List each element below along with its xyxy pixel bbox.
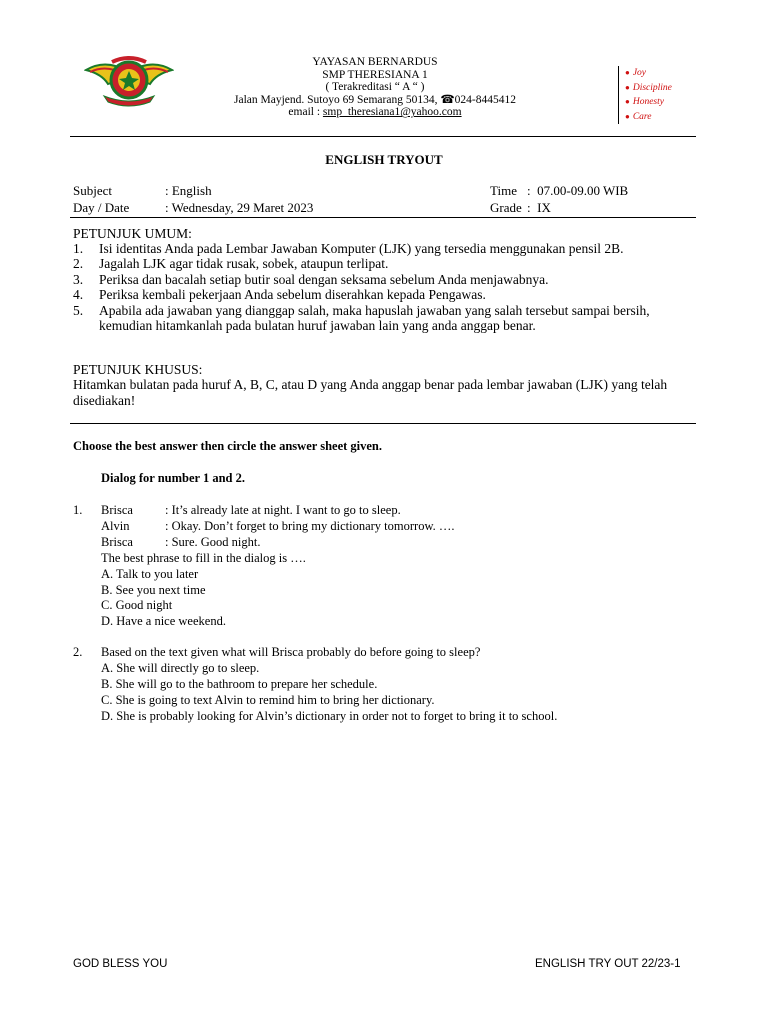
exam-title: ENGLISH TRYOUT	[325, 152, 443, 167]
dialog-line: : Sure. Good night.	[165, 535, 261, 549]
dialog-line: : Okay. Don’t forget to bring my dictionary tomorrow. ….	[165, 519, 455, 533]
school-email-line	[180, 106, 570, 119]
bullet-icon: ●	[625, 111, 630, 121]
dialog-heading: Dialog for number 1 and 2.	[101, 471, 246, 485]
petunjuk-khusus-heading: PETUNJUK KHUSUS:	[73, 362, 203, 377]
date-value: : Wednesday, 29 Maret 2023	[165, 200, 314, 215]
dialog-speaker: Brisca	[101, 503, 133, 517]
answer-option: B. See you next time	[101, 583, 206, 597]
time-value: : 07.00-09.00 WIB	[527, 183, 629, 198]
dialog-speaker: Brisca	[101, 535, 133, 549]
answer-option: C. She is going to text Alvin to remind him to bring her dictionary.	[101, 693, 435, 707]
bullet-icon: ●	[625, 68, 630, 77]
dialog-speaker: Alvin	[101, 519, 130, 533]
bullet-icon: ●	[625, 82, 630, 92]
school-name: SMP THERESIANA 1	[322, 68, 428, 81]
school-logo	[84, 50, 174, 108]
question-text: The best phrase to fill in the dialog is ….	[101, 551, 306, 565]
footer-left: GOD BLESS YOU	[73, 958, 168, 970]
list-item: 2. Jagalah LJK agar tidak rusak, sobek, ataupun terlipat.	[73, 256, 389, 272]
question-text: Based on the text given what will Brisca probably do before going to sleep?	[101, 645, 481, 659]
section-instruction: Choose the best answer then circle the answer sheet given.	[73, 439, 382, 453]
school-logo-emblem	[84, 50, 174, 108]
list-item: 4. Periksa kembali pekerjaan Anda sebelum diserahkan kepada Pengawas.	[73, 287, 486, 303]
motto-item: ● Care	[625, 111, 652, 122]
dialog-line: : It’s already late at night. I want to go to sleep.	[165, 503, 401, 517]
answer-option: A. Talk to you later	[101, 567, 199, 581]
accreditation: ( Terakreditasi “ A “ )	[325, 81, 425, 94]
list-item: 3. Periksa dan bacalah setiap butir soal dengan seksama sebelum Anda menjawabnya.	[73, 271, 549, 287]
list-item: 1. Isi identitas Anda pada Lembar Jawaban Komputer (LJK) yang tersedia menggunakan pensil 2B.	[73, 241, 624, 256]
petunjuk-khusus-text: Hitamkan bulatan pada huruf A, B, C, atau D yang Anda anggap benar pada lembar jawaban (LJK) yang telah disediakan!	[73, 377, 668, 408]
question-number: 1.	[73, 503, 83, 517]
email-link[interactable]: smp_theresiana1@yahoo.com	[322, 106, 462, 119]
subject-label: Subject	[73, 183, 112, 198]
grade-label: Grade	[490, 200, 522, 215]
foundation-name: YAYASAN BERNARDUS	[312, 56, 438, 68]
question-number: 2.	[73, 645, 83, 659]
motto-item: ● Discipline	[625, 82, 672, 93]
subject-value: : English	[165, 183, 212, 198]
email-label: email :	[288, 106, 323, 119]
answer-option: D. She is probably looking for Alvin’s dictionary in order not to forget to bring it to school.	[101, 709, 558, 723]
answer-option: A. She will directly go to sleep.	[101, 661, 260, 675]
motto-item: ● Honesty	[625, 97, 664, 107]
answer-option: B. She will go to the bathroom to prepare her schedule.	[101, 677, 378, 691]
grade-value: : IX	[527, 200, 551, 215]
bullet-icon: ●	[625, 97, 630, 106]
time-label: Time	[490, 183, 517, 198]
school-motto	[618, 66, 672, 124]
answer-option: D. Have a nice weekend.	[101, 614, 226, 628]
answer-option: C. Good night	[101, 598, 173, 612]
list-item: 5. Apabila ada jawaban yang dianggap salah, maka hapuslah jawaban yang salah tersebut sampai bersih, kemudian hitamkanlah pada bulatan huruf jawaban lain yang anda anggap benar.	[73, 302, 650, 334]
school-header	[180, 56, 570, 119]
school-address: Jalan Mayjend. Sutoyo 69 Semarang 50134, ☎024-8445412	[234, 93, 516, 106]
motto-item: ● Joy	[625, 68, 647, 78]
footer-right: ENGLISH TRY OUT 22/23-1	[535, 958, 681, 970]
petunjuk-umum-heading: PETUNJUK UMUM:	[73, 226, 192, 241]
header-divider	[70, 136, 696, 137]
petunjuk-umum-list	[73, 241, 703, 333]
date-label: Day / Date	[73, 200, 130, 215]
instructions-divider	[70, 423, 696, 424]
info-divider	[70, 217, 696, 218]
